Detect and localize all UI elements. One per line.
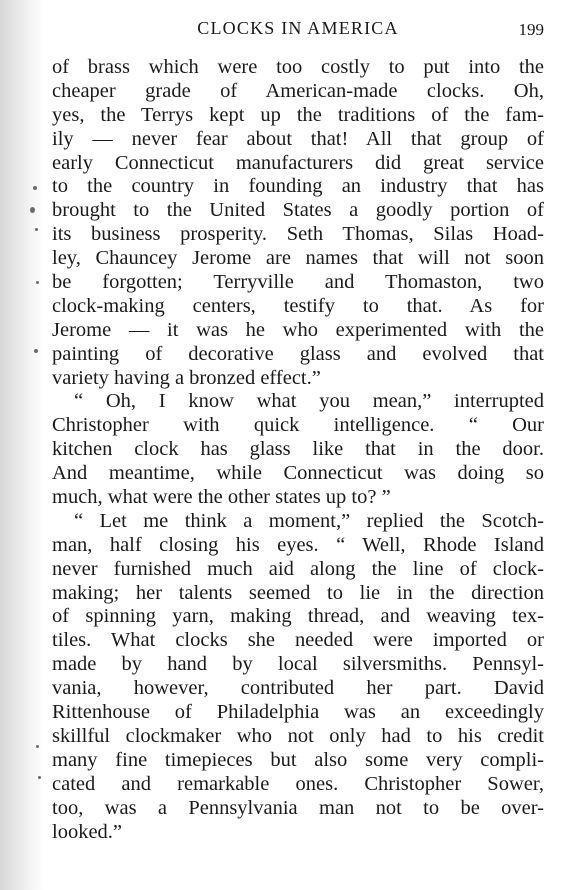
text-line: never furnished much aid along the line of clock- xyxy=(52,557,544,580)
ink-speck xyxy=(35,228,38,231)
text-line: be forgotten; Terryville and Thomaston, two xyxy=(52,271,544,294)
text-line: Rittenhouse of Philadelphia was an exceedingly xyxy=(52,701,544,724)
ink-speck xyxy=(34,349,38,353)
text-line: “ Let me think a moment,” replied the Scotch- xyxy=(74,509,544,532)
text-line: of spinning yarn, making thread, and weaving tex- xyxy=(52,605,544,628)
text-line: skillful clockmaker who not only had to his credit xyxy=(52,724,544,747)
text-line: of brass which were too costly to put into the xyxy=(52,56,544,78)
paragraph-end-line: looked.” xyxy=(52,820,123,843)
text-line: Christopher with quick intelligence. “ Our xyxy=(52,414,544,437)
text-line: ley, Chauncey Jerome are names that will not soon xyxy=(52,247,544,270)
text-line: yes, the Terrys kept up the traditions of the fam- xyxy=(52,103,544,126)
binding-gutter-shadow xyxy=(0,0,44,890)
ink-speck xyxy=(36,745,39,748)
body-text xyxy=(52,56,544,844)
text-line: cheaper grade of American-made clocks. Oh, xyxy=(52,79,544,102)
text-line: painting of decorative glass and evolved that xyxy=(52,342,544,365)
text-line: its business prosperity. Seth Thomas, Silas Hoad- xyxy=(52,223,544,246)
text-line: tiles. What clocks she needed were imported or xyxy=(52,629,544,652)
text-line: too, was a Pennsylvania man not to be over- xyxy=(52,796,544,819)
text-line: man, half closing his eyes. “ Well, Rhode Island xyxy=(52,533,544,556)
text-line: early Connecticut manufacturers did great service xyxy=(52,151,544,174)
text-line: cated and remarkable ones. Christopher Sower, xyxy=(52,772,544,795)
text-line: Jerome — it was he who experimented with the xyxy=(52,318,544,341)
text-line: ily — never fear about that! All that group of xyxy=(52,127,544,150)
text-line: vania, however, contributed her part. David xyxy=(52,677,544,700)
text-line: many fine timepieces but also some very compli- xyxy=(52,748,544,771)
text-line: brought to the United States a goodly portion of xyxy=(52,199,544,222)
running-title: CLOCKS IN AMERICA xyxy=(197,18,399,38)
text-line: made by hand by local silversmiths. Pennsyl- xyxy=(52,653,544,676)
ink-speck xyxy=(33,186,37,190)
page-number: 199 xyxy=(518,20,544,39)
text-line: kitchen clock has glass like that in the door. xyxy=(52,438,544,461)
ink-speck xyxy=(38,776,41,779)
text-line: “ Oh, I know what you mean,” interrupted xyxy=(74,390,544,413)
text-line: making; her talents seemed to lie in the direction xyxy=(52,581,544,604)
text-line: And meantime, while Connecticut was doing so xyxy=(52,462,544,485)
ink-speck xyxy=(36,281,39,284)
paragraph-end-line: much, what were the other states up to? ” xyxy=(52,486,391,509)
paragraph-end-line: variety having a bronzed effect.” xyxy=(52,366,321,389)
running-header xyxy=(52,16,544,44)
text-line: to the country in founding an industry that has xyxy=(52,175,544,198)
ink-speck xyxy=(30,207,35,213)
text-line: clock-making centers, testify to that. As for xyxy=(52,294,544,317)
